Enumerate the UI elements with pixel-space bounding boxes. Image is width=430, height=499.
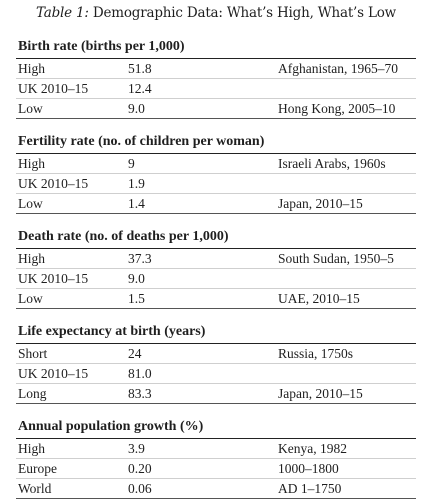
- table-row: [16, 99, 416, 119]
- section-title: Death rate (no. of deaths per 1,000): [16, 226, 416, 249]
- table-row: [16, 289, 416, 309]
- row-note: UAE, 2010–15: [278, 291, 360, 306]
- table-row: [16, 79, 416, 99]
- row-value: 0.20: [128, 461, 152, 476]
- row-label: UK 2010–15: [18, 271, 89, 286]
- row-value: 37.3: [128, 251, 152, 266]
- section-title: Life expectancy at birth (years): [16, 321, 416, 344]
- table-row: [16, 364, 416, 384]
- row-label: High: [18, 156, 45, 171]
- section-life-expectancy: [16, 321, 416, 404]
- row-note: 1000–1800: [278, 461, 339, 476]
- table-row: [16, 249, 416, 269]
- section-population-growth: [16, 416, 416, 499]
- row-value: 3.9: [128, 441, 145, 456]
- row-note: Russia, 1750s: [278, 346, 354, 361]
- row-value: 9.0: [128, 101, 145, 116]
- section-fertility-rate: [16, 131, 416, 214]
- table-row: [16, 439, 416, 459]
- row-value: 1.5: [128, 291, 145, 306]
- section-birth-rate: [16, 36, 416, 119]
- row-note: Afghanistan, 1965–70: [278, 61, 398, 76]
- row-label: Short: [18, 346, 48, 361]
- table-caption: [16, 4, 416, 24]
- row-label: Low: [18, 101, 43, 116]
- table-row: [16, 384, 416, 404]
- row-note: [278, 174, 416, 193]
- table-row: [16, 59, 416, 79]
- row-label: Low: [18, 291, 43, 306]
- section-title: Fertility rate (no. of children per woman): [16, 131, 416, 154]
- row-note: Israeli Arabs, 1960s: [278, 156, 386, 171]
- table-row: [16, 459, 416, 479]
- row-note: Japan, 2010–15: [278, 196, 363, 211]
- row-label: UK 2010–15: [18, 366, 89, 381]
- row-label: World: [18, 481, 52, 496]
- row-label: High: [18, 61, 45, 76]
- row-value: 1.4: [128, 196, 145, 211]
- row-label: High: [18, 441, 45, 456]
- table-row: [16, 194, 416, 214]
- row-note: Japan, 2010–15: [278, 386, 363, 401]
- row-label: UK 2010–15: [18, 176, 89, 191]
- row-value: 9.0: [128, 271, 145, 286]
- row-value: 0.06: [128, 481, 152, 496]
- section-title: Annual population growth (%): [16, 416, 416, 439]
- row-value: 9: [128, 156, 135, 171]
- row-value: 1.9: [128, 176, 145, 191]
- row-label: High: [18, 251, 45, 266]
- row-note: [278, 364, 416, 383]
- row-value: 81.0: [128, 366, 152, 381]
- row-label: Europe: [18, 461, 57, 476]
- row-label: Long: [18, 386, 47, 401]
- row-value: 24: [128, 346, 142, 361]
- row-note: [278, 79, 416, 98]
- table-row: [16, 269, 416, 289]
- row-note: South Sudan, 1950–5: [278, 251, 394, 266]
- row-note: AD 1–1750: [278, 481, 342, 496]
- table-caption-text: Demographic Data: What’s High, What’s Low: [88, 5, 397, 21]
- row-label: UK 2010–15: [18, 81, 89, 96]
- row-value: 83.3: [128, 386, 152, 401]
- table-row: [16, 154, 416, 174]
- row-note: [278, 269, 416, 288]
- table-caption-label: Table 1:: [35, 5, 89, 21]
- row-value: 12.4: [128, 81, 152, 96]
- section-death-rate: [16, 226, 416, 309]
- table-row: [16, 174, 416, 194]
- row-value: 51.8: [128, 61, 152, 76]
- table-row: [16, 479, 416, 499]
- section-title: Birth rate (births per 1,000): [16, 36, 416, 59]
- row-note: Hong Kong, 2005–10: [278, 101, 396, 116]
- table-row: [16, 344, 416, 364]
- row-note: Kenya, 1982: [278, 441, 347, 456]
- row-label: Low: [18, 196, 43, 211]
